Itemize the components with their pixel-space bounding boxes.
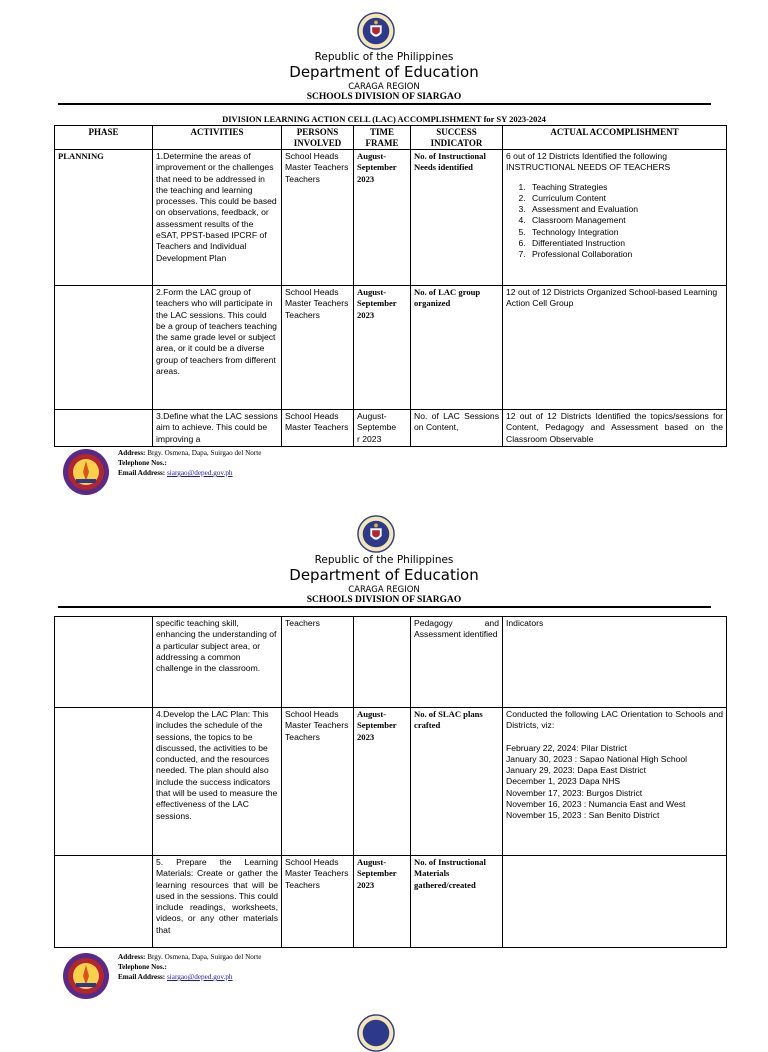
activity-cell: 2.Form the LAC group of teachers who will participate in the LAC sessions. This could be a group of teachers teaching the same grade level or subject area, or it could be a diverse group of teachers from different areas. (153, 286, 282, 410)
accomplishment-intro: Conducted the following LAC Orientation to Schools and Districts, viz: (506, 709, 723, 731)
telephone-label: Telephone Nos.: (118, 459, 167, 467)
table-header-row (55, 126, 727, 150)
document-title: DIVISION LEARNING ACTION CELL (LAC) ACCOMPLISHMENT for SY 2023-2024 (222, 114, 546, 124)
deped-seal-icon (357, 12, 395, 50)
activity-cell: 4.Develop the LAC Plan: This includes the schedule of the sessions, the topics to be discussed, the activities to be conducted, and the resources needed. The plan should also include the success indicators that will be used to measure the effectiveness of the LAC sessions. (153, 708, 282, 856)
persons-cell (282, 286, 354, 410)
person-item: School Heads (285, 287, 339, 297)
success-indicator-cell: No. of LAC group organized (411, 286, 503, 410)
region-text: CARAGA REGION (348, 82, 420, 92)
list-item: November 16, 2023 : Numancia East and West (506, 799, 686, 810)
time-frame-cell: August-September 2023 (354, 150, 411, 286)
success-indicator-cell: No. of Instructional Needs identified (411, 150, 503, 286)
page-2 (0, 500, 768, 1024)
person-item: Teachers (285, 173, 320, 184)
department-title: Department of Education (289, 566, 479, 584)
list-item: 4. Classroom Management (528, 215, 723, 226)
list-item: November 15, 2023 : San Benito District (506, 810, 660, 821)
phase-cell (55, 617, 153, 708)
time-line: Septembe (357, 422, 397, 433)
page-1 (0, 0, 768, 500)
person-item: Master Teachers (285, 720, 349, 731)
list-item: February 22, 2024: Pilar District (506, 742, 627, 753)
time-frame-cell: August-September 2023 (354, 856, 411, 948)
table-row (55, 617, 727, 708)
activity-cell: 5. Prepare the Learning Materials: Create or gather the learning resources that will be used in the sessions. This could include readings, worksheets, videos, or any other materials that (153, 856, 282, 948)
header-activities: ACTIVITIES (153, 126, 282, 150)
list-item: January 29, 2023: Dapa East District (506, 765, 646, 776)
time-line: August- (357, 411, 387, 421)
accomplishment-cell: 12 out of 12 Districts Organized School-based Learning Action Cell Group (503, 286, 727, 410)
activity-cell: specific teaching skill, enhancing the understanding of a particular subject area, or addressing a common challenge in the classroom. (153, 617, 282, 708)
header-phase: PHASE (55, 126, 153, 150)
email-label: Email Address: (118, 973, 166, 981)
phase-cell (55, 708, 153, 856)
phase-cell (55, 410, 153, 447)
accomplishment-cell (503, 856, 727, 948)
republic-text: Republic of the Philippines (314, 554, 454, 566)
address-value: Brgy. Osmena, Dapa, Suirgao del Norte (147, 953, 262, 961)
person-item: Master Teachers (285, 162, 349, 173)
email-label: Email Address: (118, 469, 166, 477)
header-divider (58, 103, 711, 105)
list-item: 7. Professional Collaboration (528, 249, 723, 260)
accomplishment-table-page-2 (54, 616, 727, 948)
list-item: 5. Technology Integration (528, 227, 723, 238)
person-item: School Heads (285, 411, 339, 421)
person-item: Teachers (285, 309, 320, 320)
person-item: Teachers (285, 731, 320, 742)
telephone-label: Telephone Nos.: (118, 963, 167, 971)
header-divider (58, 606, 711, 608)
table-row (55, 856, 727, 948)
footer-lines (118, 952, 261, 982)
person-item: Teachers (285, 618, 320, 628)
time-frame-cell (354, 617, 411, 708)
header-persons: PERSONS INVOLVED (282, 126, 354, 150)
list-item: 2. Curriculum Content (528, 193, 723, 204)
division-text: SCHOOLS DIVISION OF SIARGAO (306, 595, 462, 605)
success-indicator-cell: No. of SLAC plans crafted (411, 708, 503, 856)
needs-list (506, 182, 723, 261)
time-line: r 2023 (357, 433, 382, 444)
address-label: Address: (118, 953, 146, 961)
table-row (55, 410, 727, 447)
person-item: Teachers (285, 879, 320, 890)
person-item: Master Teachers (285, 422, 349, 433)
table-row (55, 150, 727, 286)
address-value: Brgy. Osmena, Dapa, Suirgao del Norte (147, 449, 262, 457)
list-item: 6. Differentiated Instruction (528, 238, 723, 249)
phase-cell: PLANNING (55, 150, 153, 286)
success-indicator-cell: No. of LAC Sessions on Content, (411, 410, 503, 447)
department-title: Department of Education (289, 63, 479, 81)
division-logo-icon (62, 448, 110, 496)
accomplishment-cell: 12 out of 12 Districts Identified the topics/sessions for Content, Pedagogy and Assessment based on the Classroom Observable (503, 410, 727, 447)
email-line (118, 468, 261, 478)
persons-cell (282, 150, 354, 286)
accomplishment-cell (503, 150, 727, 286)
division-text: SCHOOLS DIVISION OF SIARGAO (306, 92, 462, 102)
address-line (118, 952, 261, 962)
list-item: December 1, 2023 Dapa NHS (506, 776, 621, 787)
telephone-line (118, 458, 261, 468)
accomplishment-intro: 6 out of 12 Districts Identified the following INSTRUCTIONAL NEEDS OF TEACHERS (506, 151, 671, 173)
footer (62, 448, 362, 498)
address-line (118, 448, 261, 458)
list-item: 3. Assessment and Evaluation (528, 204, 723, 215)
activity-cell: 1.Determine the areas of improvement or the challenges that need to be addressed in the teaching and learning processes. This could be based on observations, feedback, or assessment results of the eSAT, PPST-based IPCRF of Teachers and Individual Development Plan (153, 150, 282, 286)
address-label: Address: (118, 449, 146, 457)
phase-cell (55, 856, 153, 948)
accomplishment-cell (503, 708, 727, 856)
success-indicator-cell: No. of Instructional Materials gathered/created (411, 856, 503, 948)
list-item: January 30, 2023 : Sapao National High School (506, 753, 688, 764)
header-success-indicator: SUCCESS INDICATOR (411, 126, 503, 150)
accomplishment-table-page-1 (54, 125, 727, 447)
region-text: CARAGA REGION (348, 585, 420, 595)
email-link[interactable]: siargao@deped.gov.ph (167, 469, 233, 477)
accomplishment-cell: Indicators (503, 617, 727, 708)
persons-cell (282, 617, 354, 708)
person-item: School Heads (285, 151, 339, 161)
table-row (55, 286, 727, 410)
success-indicator-cell: Pedagogy and Assessment identified (411, 617, 503, 708)
republic-text: Republic of the Philippines (314, 51, 454, 63)
activity-cell: 3.Define what the LAC sessions aim to achieve. This could be improving a (153, 410, 282, 447)
footer-lines (118, 448, 261, 478)
header-actual-accomplishment: ACTUAL ACCOMPLISHMENT (503, 126, 727, 150)
time-frame-cell: August-September 2023 (354, 708, 411, 856)
person-item: Master Teachers (285, 298, 349, 309)
orientation-list (506, 743, 723, 822)
persons-cell (282, 410, 354, 447)
persons-cell (282, 708, 354, 856)
persons-cell (282, 856, 354, 948)
deped-seal-icon (357, 515, 395, 553)
person-item: School Heads (285, 857, 339, 867)
header-time-frame: TIME FRAME (354, 126, 411, 150)
footer (62, 952, 362, 1002)
email-link[interactable]: siargao@deped.gov.ph (167, 973, 233, 981)
deped-seal-icon (357, 1014, 395, 1052)
list-item: November 17, 2023: Burgos District (506, 787, 643, 798)
time-frame-cell (354, 410, 411, 447)
person-item: Master Teachers (285, 868, 349, 879)
list-item: 1. Teaching Strategies (528, 182, 723, 193)
phase-cell (55, 286, 153, 410)
telephone-line (118, 962, 261, 972)
table-row (55, 708, 727, 856)
division-logo-icon (62, 952, 110, 1000)
email-line (118, 972, 261, 982)
person-item: School Heads (285, 709, 339, 719)
time-frame-cell: August-September 2023 (354, 286, 411, 410)
